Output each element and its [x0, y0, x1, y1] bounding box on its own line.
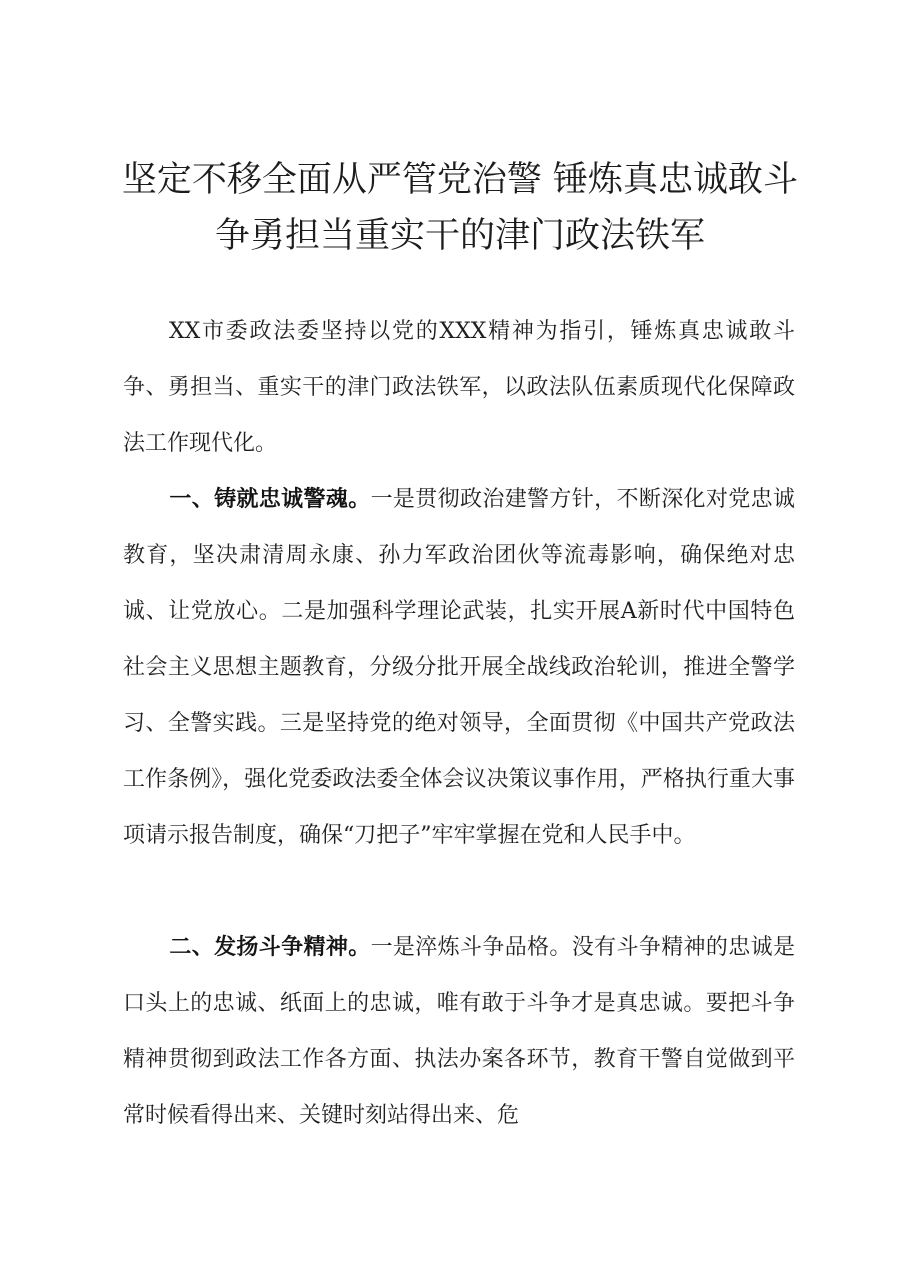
paragraph-section-1: [123, 472, 795, 864]
section-heading: 二、发扬斗争精神。: [169, 935, 371, 960]
paragraph-body: 一是淬炼斗争品格。没有斗争精神的忠诚是口头上的忠诚、纸面上的忠诚，唯有敢于斗争才是真忠诚。要把斗争精神贯彻到政法工作各方面、执法办案各环节，教育干警自觉做到平常时候看得出来、关键时刻站得出来、危: [123, 935, 795, 1128]
title-line-1: 坚定不移全面从严管党治警 锤炼真忠诚敢斗: [121, 160, 799, 200]
paragraph-body: 一是贯彻政治建警方针，不断深化对党忠诚教育，坚决肃清周永康、孙力军政治团伙等流毒影响，确保绝对忠诚、让党放心。二是加强科学理论武装，扎实开展A新时代中国特色社会主义思想主题教育，分级分批开展全战线政治轮训，推进全警学习、全警实践。三是坚持党的绝对领导，全面贯彻《中国共产党政法工作条例》，强化党委政法委全体会议决策议事作用，严格执行重大事项请示报告制度，确保“刀把子”牢牢掌握在党和人民手中。: [123, 487, 795, 848]
paragraph-intro: [123, 304, 795, 472]
paragraph-body: XX市委政法委坚持以党的XXX精神为指引，锤炼真忠诚敢斗争、勇担当、重实干的津门政法铁军，以政法队伍素质现代化保障政法工作现代化。: [123, 319, 795, 456]
paragraph-section-2: [123, 920, 795, 1144]
document-title: [110, 152, 810, 264]
section-heading: 一、铸就忠诚警魂。: [169, 487, 371, 512]
title-line-2: 争勇担当重实干的津门政法铁军: [214, 216, 705, 256]
